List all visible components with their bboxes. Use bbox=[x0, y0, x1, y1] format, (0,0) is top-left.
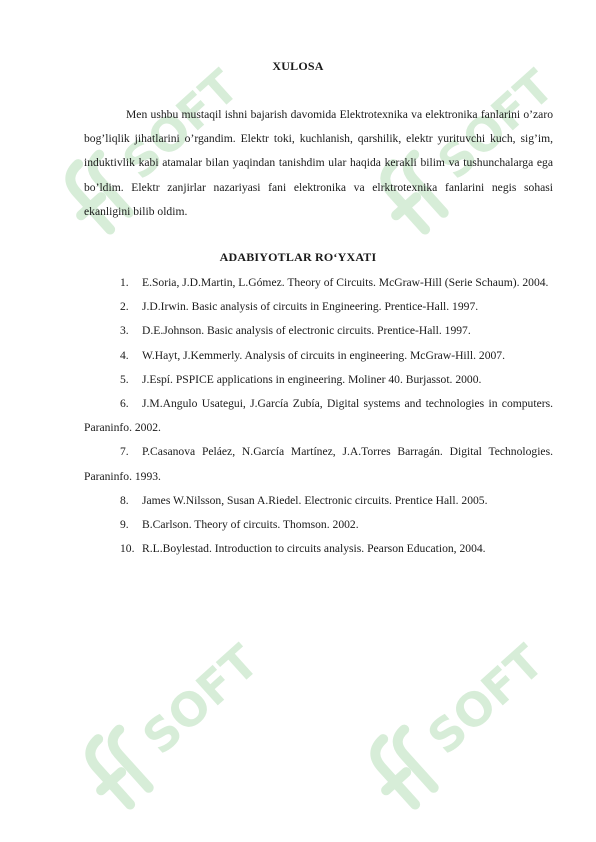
reference-number: 8. bbox=[120, 493, 129, 507]
reference-text: D.E.Johnson. Basic analysis of electronic circuits. Prentice-Hall. 1997. bbox=[142, 324, 471, 338]
watermark-text: SOFT bbox=[132, 634, 269, 765]
reference-text: R.L.Boylestad. Introduction to circuits analysis. Pearson Education, 2004. bbox=[142, 542, 486, 556]
watermark-text: SOFT bbox=[417, 634, 554, 765]
reference-text: W.Hayt, J.Kemmerly. Analysis of circuits in engineering. McGraw-Hill. 2007. bbox=[142, 348, 505, 362]
references-title: ADABIYOTLAR RO‘YXATI bbox=[219, 250, 377, 264]
references-list bbox=[84, 271, 553, 561]
reference-number: 2. bbox=[120, 300, 129, 314]
watermark-text: SOFT bbox=[112, 59, 249, 190]
reference-item bbox=[84, 489, 553, 513]
reference-number: 7. bbox=[120, 445, 129, 459]
reference-text: J.M.Angulo Usategui, J.García Zubía, Digital systems and technologies in computers. Paraninfo. 2002. bbox=[84, 397, 553, 435]
reference-number: 1. bbox=[120, 276, 129, 289]
reference-item bbox=[84, 513, 553, 537]
reference-number: 10. bbox=[120, 542, 135, 556]
reference-number: 6. bbox=[120, 397, 129, 411]
fs-logo-icon bbox=[336, 634, 554, 835]
watermark-logo bbox=[336, 634, 554, 835]
reference-number: 4. bbox=[120, 348, 129, 362]
reference-item bbox=[84, 271, 553, 295]
reference-number: 3. bbox=[120, 324, 129, 338]
reference-text: E.Soria, J.D.Martin, L.Gómez. Theory of Circuits. McGraw-Hill (Serie Schaum). 2004. bbox=[142, 276, 549, 289]
reference-text: James W.Nilsson, Susan A.Riedel. Electronic circuits. Prentice Hall. 2005. bbox=[142, 493, 488, 507]
reference-item bbox=[84, 368, 553, 392]
reference-item bbox=[84, 392, 553, 440]
reference-text: J.D.Irwin. Basic analysis of circuits in Engineering. Prentice-Hall. 1997. bbox=[142, 300, 479, 314]
reference-number: 5. bbox=[120, 372, 129, 386]
reference-text: B.Carlson. Theory of circuits. Thomson. 2002. bbox=[142, 518, 359, 532]
reference-item bbox=[84, 537, 553, 561]
watermark-logo bbox=[51, 634, 269, 835]
reference-item bbox=[84, 295, 553, 319]
watermark-text: SOFT bbox=[427, 59, 564, 190]
conclusion-paragraph: Men ushbu mustaqil ishni bajarish davomida Elektrotexnika va elektronika fanlarini o’zaro bog’liqlik jihatlarini o’rgandim. Elektr toki, kuchlanish, qarshilik, elektr yurituvchi kuch, sig’im, induktivlik kabi atamalar bilan yaqindan tanishdim ular haqida kerakli bilim va tushunchalarga ega bo’ldim. Elektr zanjirlar nazariyasi fani elektronika va elrktrotexnika fanlarini negis sohasi ekanligini bilib oldim. bbox=[84, 108, 553, 218]
reference-text: J.Espí. PSPICE applications in engineering. Moliner 40. Burjassot. 2000. bbox=[142, 372, 482, 386]
reference-number: 9. bbox=[120, 518, 129, 532]
fs-logo-icon bbox=[51, 634, 269, 835]
reference-item bbox=[84, 440, 553, 488]
reference-item bbox=[84, 344, 553, 368]
reference-item bbox=[84, 319, 553, 343]
reference-text: P.Casanova Peláez, N.García Martínez, J.A.Torres Barragán. Digital Technologies. Paraninfo. 1993. bbox=[84, 445, 553, 483]
conclusion-title: XULOSA bbox=[272, 59, 324, 73]
